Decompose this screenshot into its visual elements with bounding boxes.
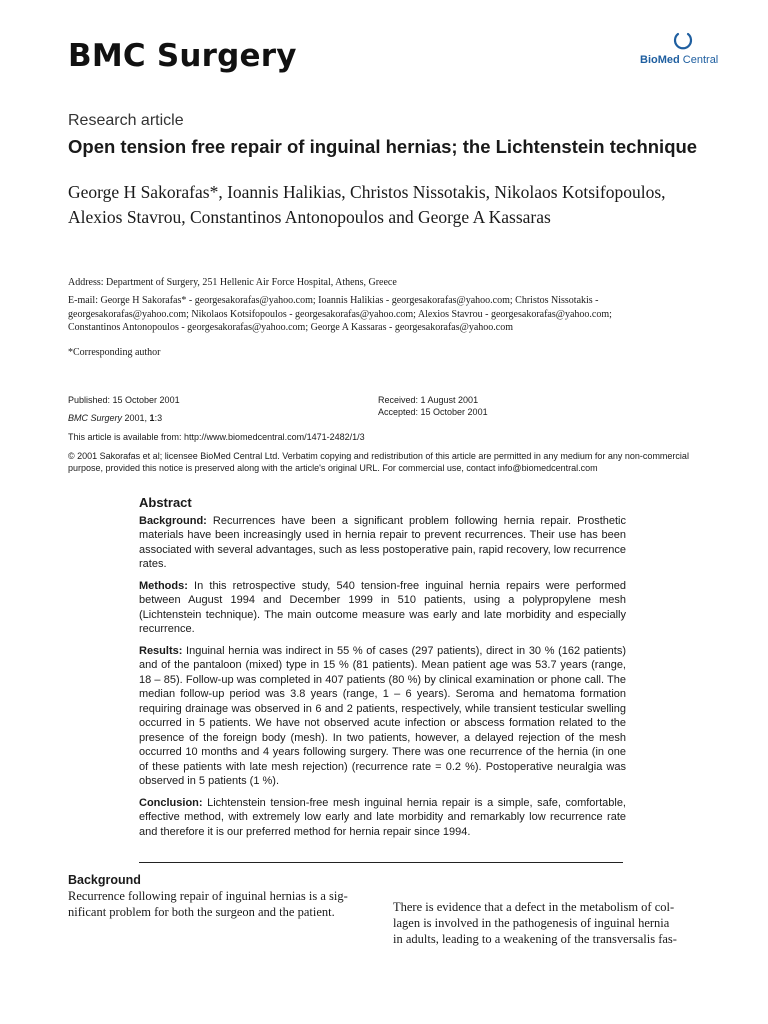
corresponding-author-note: *Corresponding author bbox=[68, 347, 161, 358]
published-date: Published: 15 October 2001 bbox=[68, 395, 180, 405]
author-address: Address: Department of Surgery, 251 Hellenic Air Force Hospital, Athens, Greece bbox=[68, 277, 397, 288]
dates-block bbox=[378, 394, 488, 418]
abstract-methods bbox=[139, 579, 626, 637]
body-line: in adults, leading to a weakening of the transversalis fas- bbox=[393, 932, 677, 946]
citation-page: :3 bbox=[154, 413, 163, 423]
abstract-methods-text: In this retrospective study, 540 tension-free inguinal hernia repairs were performed between August 1994 and December 1999 in 510 patients, using a polypropylene mesh (Lichtenstein technique). The main outcome measure was early and late morbidity and especially recurrence. bbox=[139, 579, 626, 635]
body-right-column bbox=[393, 899, 699, 947]
article-title: Open tension free repair of inguinal hernias; the Lichtenstein technique bbox=[68, 136, 698, 157]
citation-year: 2001, bbox=[122, 413, 150, 423]
accepted-date: Accepted: 15 October 2001 bbox=[378, 407, 488, 417]
body-left-column bbox=[68, 872, 373, 920]
publisher-logo bbox=[640, 28, 736, 68]
biomed-central-arc-icon bbox=[672, 30, 694, 52]
abstract-divider bbox=[139, 862, 623, 863]
abstract-methods-label: Methods: bbox=[139, 579, 188, 592]
abstract-results bbox=[139, 644, 626, 789]
abstract-background-text: Recurrences have been a significant problem following hernia repair. Prosthetic materials have been increasingly used in hernia repair to prevent recurrences. Their use has been associated with several advantages, such as less postoperative pain, rapid recovery, low recurrence rates. bbox=[139, 514, 626, 570]
body-line: lagen is involved in the pathogenesis of inguinal hernia bbox=[393, 916, 670, 930]
citation bbox=[68, 412, 162, 424]
abstract-results-label: Results: bbox=[139, 644, 183, 657]
body-line: Recurrence following repair of inguinal hernias is a sig- bbox=[68, 889, 348, 903]
abstract-results-text: Inguinal hernia was indirect in 55 % of cases (297 patients), direct in 30 % (162 patients) and of the pantaloon (mixed) type in 15 % (81 patients). Mean patient age was 53.7 years (range, 18 – 85). Follow-up was completed in 407 patients (80 %) by clinical examination or phone call. The median follow-up period was 3.8 years (range, 1 – 6 years). Seroma and hematoma formation requiring drainage was observed in 6 and 2 patients, respectively, while transient testicular swelling occurred in 5 patients. We have not observed acute infection or abscess formation related to the presence of the foreign body (mesh). In two patients, however, a delayed rejection of the mesh occurred 10 months and 4 years following surgery. There was one recurrence of the hernia (in one of these patients with late mesh rejection) (recurrence rate = 0.2 %). Postoperative neuralgia was observed in 5 patients (1 %). bbox=[139, 644, 626, 787]
abstract-conclusion-text: Lichtenstein tension-free mesh inguinal hernia repair is a simple, safe, comfortable, effective method, with extremely low early and late morbidity and remarkably low recurrence rate and therefore it is our preferred method for hernia repair since 1994. bbox=[139, 796, 626, 838]
citation-journal: BMC Surgery bbox=[68, 413, 123, 423]
copyright-notice: © 2001 Sakorafas et al; licensee BioMed Central Ltd. Verbatim copying and redistribution of this article are permitted in any medium for any non-commercial purpose, provided this notice is preserved along with the article's original URL. For commercial use, contact info@biomedcentral.com bbox=[68, 451, 689, 473]
abstract-background-label: Background: bbox=[139, 514, 207, 527]
background-heading: Background bbox=[68, 873, 141, 887]
abstract-heading: Abstract bbox=[139, 495, 192, 510]
received-date: Received: 1 August 2001 bbox=[378, 395, 479, 405]
abstract-conclusion bbox=[139, 796, 626, 840]
abstract bbox=[139, 496, 626, 846]
abstract-conclusion-label: Conclusion: bbox=[139, 796, 203, 809]
logo-central-text: Central bbox=[679, 54, 719, 66]
body-line: nificant problem for both the surgeon and the patient. bbox=[68, 905, 335, 919]
article-type: Research article bbox=[68, 112, 184, 129]
logo-bio-text: BioMed bbox=[640, 54, 680, 66]
abstract-background bbox=[139, 514, 626, 572]
article-url[interactable]: This article is available from: http://www.biomedcentral.com/1471-2482/1/3 bbox=[68, 432, 365, 442]
journal-title: BMC Surgery bbox=[68, 38, 297, 74]
citation-volume: 1 bbox=[149, 413, 155, 423]
author-list: George H Sakorafas*, Ioannis Halikias, Christos Nissotakis, Nikolaos Kotsifopoulos, Alexios Stavrou, Constantinos Antonopoulos and George A Kassaras bbox=[68, 182, 666, 227]
author-emails: E-mail: George H Sakorafas* - georgesakorafas@yahoo.com; Ioannis Halikias - georgesakorafas@yahoo.com; Christos Nissotakis - georgesakorafas@yahoo.com; Nikolaos Kotsifopoulos - georgesakorafas@yahoo.com; Alexios Stavrou - georgesakorafas@yahoo.com; Constantinos Antonopoulos - georgesakorafas@yahoo.com; George A Kassaras - georgesakorafas@yahoo.com bbox=[68, 295, 612, 333]
body-line: There is evidence that a defect in the metabolism of col- bbox=[393, 900, 675, 914]
